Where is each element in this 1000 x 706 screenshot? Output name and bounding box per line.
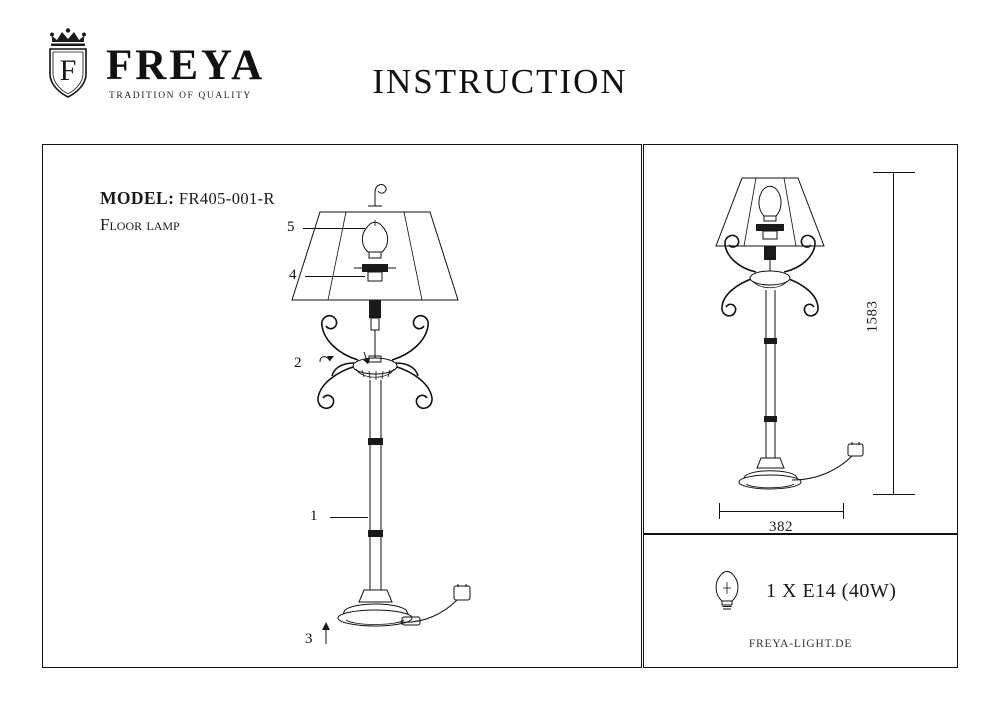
model-info bbox=[100, 188, 275, 235]
callout-5-leader bbox=[303, 228, 365, 229]
width-dimension-cap-left bbox=[719, 503, 720, 519]
callout-4-leader bbox=[305, 276, 365, 277]
width-dimension-line bbox=[719, 511, 843, 512]
callout-3: 3 bbox=[305, 631, 313, 647]
model-value: FR405-001-R bbox=[178, 189, 275, 208]
width-dimension-label: 382 bbox=[769, 519, 793, 535]
floor-lamp-drawing bbox=[250, 170, 580, 670]
model-label: MODEL: bbox=[100, 188, 175, 208]
height-dimension-cap-top bbox=[873, 172, 915, 173]
callout-5: 5 bbox=[287, 219, 295, 235]
height-dimension-line bbox=[893, 172, 894, 494]
height-dimension-label: 1583 bbox=[864, 300, 881, 333]
website-footer: FREYA-LIGHT.DE bbox=[748, 638, 853, 650]
callout-4: 4 bbox=[289, 267, 297, 283]
callout-1-leader bbox=[330, 517, 368, 518]
svg-text:F: F bbox=[59, 54, 77, 87]
dimension-lamp-drawing bbox=[680, 168, 880, 508]
page-title: INSTRUCTION bbox=[372, 62, 628, 101]
callout-1: 1 bbox=[310, 508, 318, 524]
product-type: Floor lamp bbox=[100, 215, 180, 234]
brand-name: FREYA bbox=[106, 42, 266, 89]
width-dimension-cap-right bbox=[843, 503, 844, 519]
lamp-spec bbox=[710, 568, 896, 614]
callout-2-leader bbox=[312, 340, 392, 380]
callout-2: 2 bbox=[294, 355, 302, 371]
lamp-spec-text: 1 X E14 (40W) bbox=[766, 579, 897, 602]
brand-tagline: TRADITION OF QUALITY bbox=[109, 91, 252, 101]
callout-3-leader bbox=[318, 618, 348, 648]
height-dimension-cap-bottom bbox=[873, 494, 915, 495]
bulb-icon bbox=[710, 568, 744, 614]
